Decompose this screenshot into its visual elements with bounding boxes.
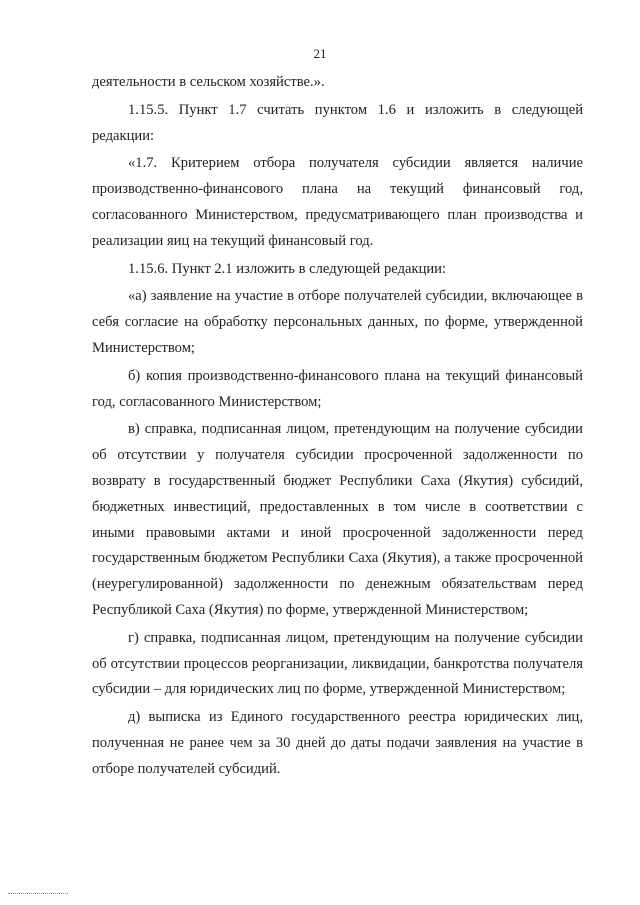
paragraph-subitem-b: б) копия производственно-финансового плана на текущий финансовый год, согласованного Министерством; xyxy=(92,367,583,410)
paragraph-item-1-15-6: 1.15.6. Пункт 2.1 изложить в следующей редакции: xyxy=(128,260,447,277)
paragraph-subitem-d: д) выписка из Единого государственного реестра юридических лиц, полученная не ранее чем за 30 дней до даты подачи заявления на участие в отборе получателей субсидий. xyxy=(92,709,583,777)
paragraph-continuation: деятельности в сельском хозяйстве.». xyxy=(92,74,325,90)
document-body xyxy=(92,70,583,785)
scan-footer-mark xyxy=(8,893,68,897)
paragraph-subitem-v: в) справка, подписанная лицом, претендующим на получение субсидии об отсутствии у получателя субсидии просроченной задолженности по возврату в государственный бюджет Республики Саха (Якутия) субсидий, бюджетных инвестиций, предоставленных в том числе в соответствии с иными правовыми актами и иной просроченной задолженности перед государственным бюджетом Республики Саха (Якутия), а также просроченной (неурегулированной) задолженности по денежным обязательствам перед Республикой Саха (Якутия) по форме, утвержденной Министерством; xyxy=(92,421,583,618)
paragraph-subitem-g: г) справка, подписанная лицом, претендующим на получение субсидии об отсутствии процессов реорганизации, ликвидации, банкротства получателя субсидии – для юридических лиц по форме, утвержденной Министерством; xyxy=(92,629,583,698)
paragraph-item-1-15-5: 1.15.5. Пункт 1.7 считать пунктом 1.6 и изложить в следующей редакции: xyxy=(92,101,583,144)
page-number: 21 xyxy=(313,46,327,61)
paragraph-subitem-a: «а) заявление на участие в отборе получателей субсидии, включающее в себя согласие на обработку персональных данных, по форме, утвержденной Министерством; xyxy=(92,288,583,356)
paragraph-criterion-1-7: «1.7. Критерием отбора получателя субсидии является наличие производственно-финансового плана на текущий финансовый год, согласованного Министерством, предусматривающего план производства и реализации яиц на текущий финансовый год. xyxy=(92,155,583,249)
